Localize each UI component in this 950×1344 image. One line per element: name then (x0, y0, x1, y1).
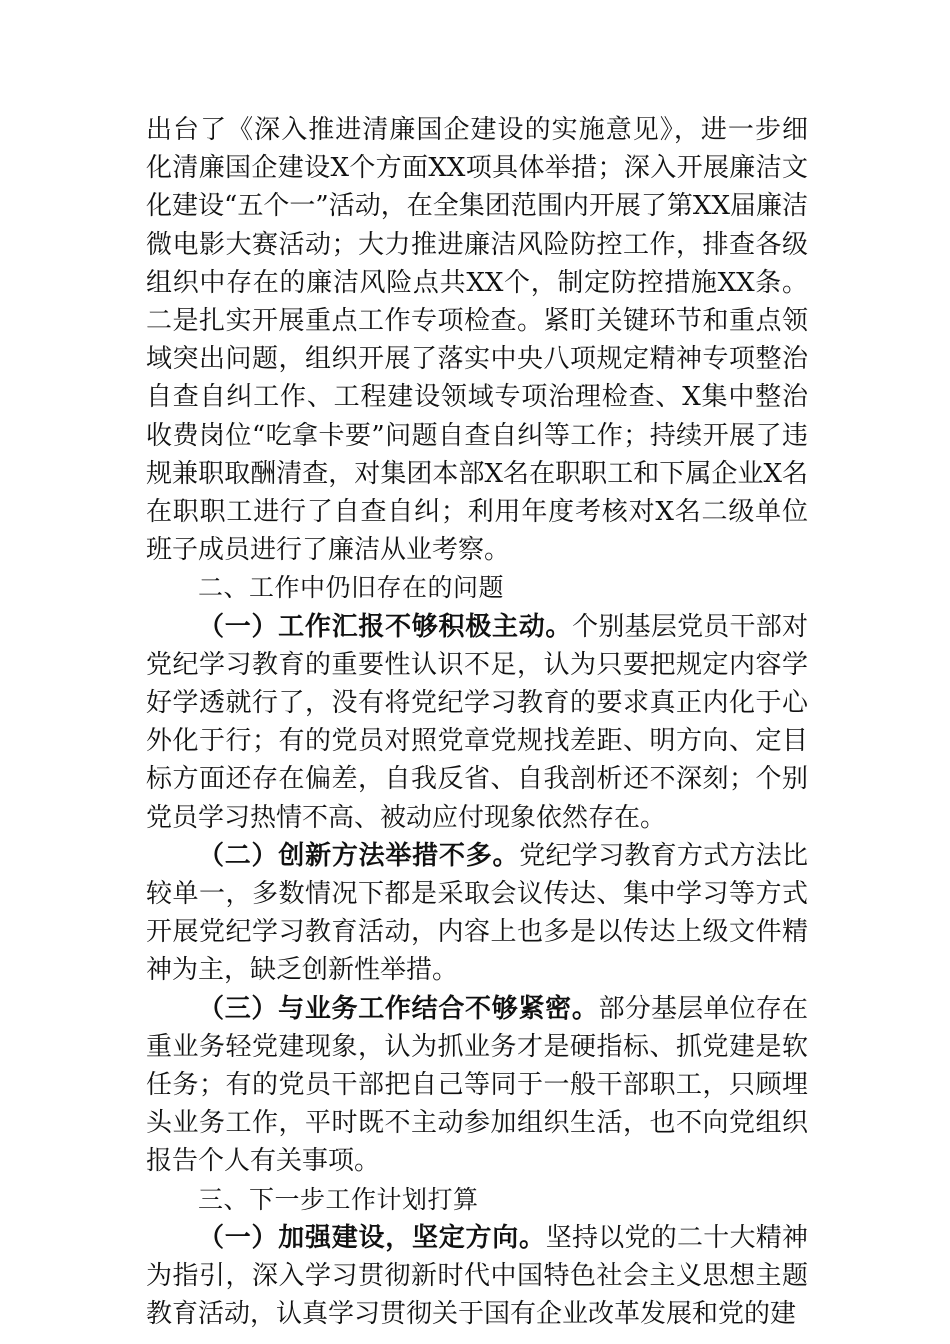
section-heading-text: 三、下一步工作计划打算 (198, 1184, 479, 1214)
subheading-lead: （三）与业务工作结合不够紧密。 (198, 993, 599, 1024)
paragraph-text: 党纪学习教育方式方法比较单一，多数情况下都是采取会议传达、集中学习等方式开展党纪学习教育活动，内容上也多是以传达上级文件精神为主，缺乏创新性举措。 (146, 840, 808, 986)
document-body (146, 111, 808, 1334)
section-heading-text: 二、工作中仍旧存在的问题 (198, 573, 505, 603)
paragraph-problem-3 (146, 990, 808, 1181)
paragraph-text: 部分基层单位存在重业务轻党建现象，认为抓业务才是硬指标、抓党建是软任务；有的党员干部把自己等同于一般干部职工，只顾埋头业务工作，平时既不主动参加组织生活，也不向党组织报告个人有关事项。 (146, 993, 808, 1177)
paragraph-plan-1 (146, 1219, 808, 1334)
section-heading-plans (146, 1181, 808, 1219)
paragraph-text: 坚持以党的二十大精神为指引，深入学习贯彻新时代中国特色社会主义思想主题教育活动，认真学习贯彻关于国有企业改革发展和党的建 (146, 1222, 808, 1330)
paragraph-continuation (146, 111, 808, 569)
subheading-lead: （一）工作汇报不够积极主动。 (198, 611, 573, 642)
section-heading-problems (146, 569, 808, 607)
paragraph-text: 出台了《深入推进清廉国企建设的实施意见》，进一步细化清廉国企建设X个方面XX项具体举措；深入开展廉洁文化建设“五个一”活动，在全集团范围内开展了第XX届廉洁微电影大赛活动；大力推进廉洁风险防控工作，排查各级组织中存在的廉洁风险点共XX个，制定防控措施XX条。二是扎实开展重点工作专项检查。紧盯关键环节和重点领域突出问题，组织开展了落实中央八项规定精神专项整治自查自纠工作、工程建设领域专项治理检查、X集中整治收费岗位“吃拿卡要”问题自查自纠等工作；持续开展了违规兼职取酬清查，对集团本部X名在职职工和下属企业X名在职职工进行了自查自纠；利用年度考核对X名二级单位班子成员进行了廉洁从业考察。 (146, 115, 808, 566)
paragraph-text: 个别基层党员干部对党纪学习教育的重要性认识不足，认为只要把规定内容学好学透就行了，没有将党纪学习教育的要求真正内化于心外化于行；有的党员对照党章党规找差距、明方向、定目标方面还存在偏差，自我反省、自我剖析还不深刻；个别党员学习热情不高、被动应付现象依然存在。 (146, 611, 808, 833)
subheading-lead: （二）创新方法举措不多。 (198, 840, 520, 871)
subheading-lead: （一）加强建设，坚定方向。 (198, 1222, 546, 1253)
paragraph-problem-1 (146, 608, 808, 837)
paragraph-problem-2 (146, 837, 808, 990)
